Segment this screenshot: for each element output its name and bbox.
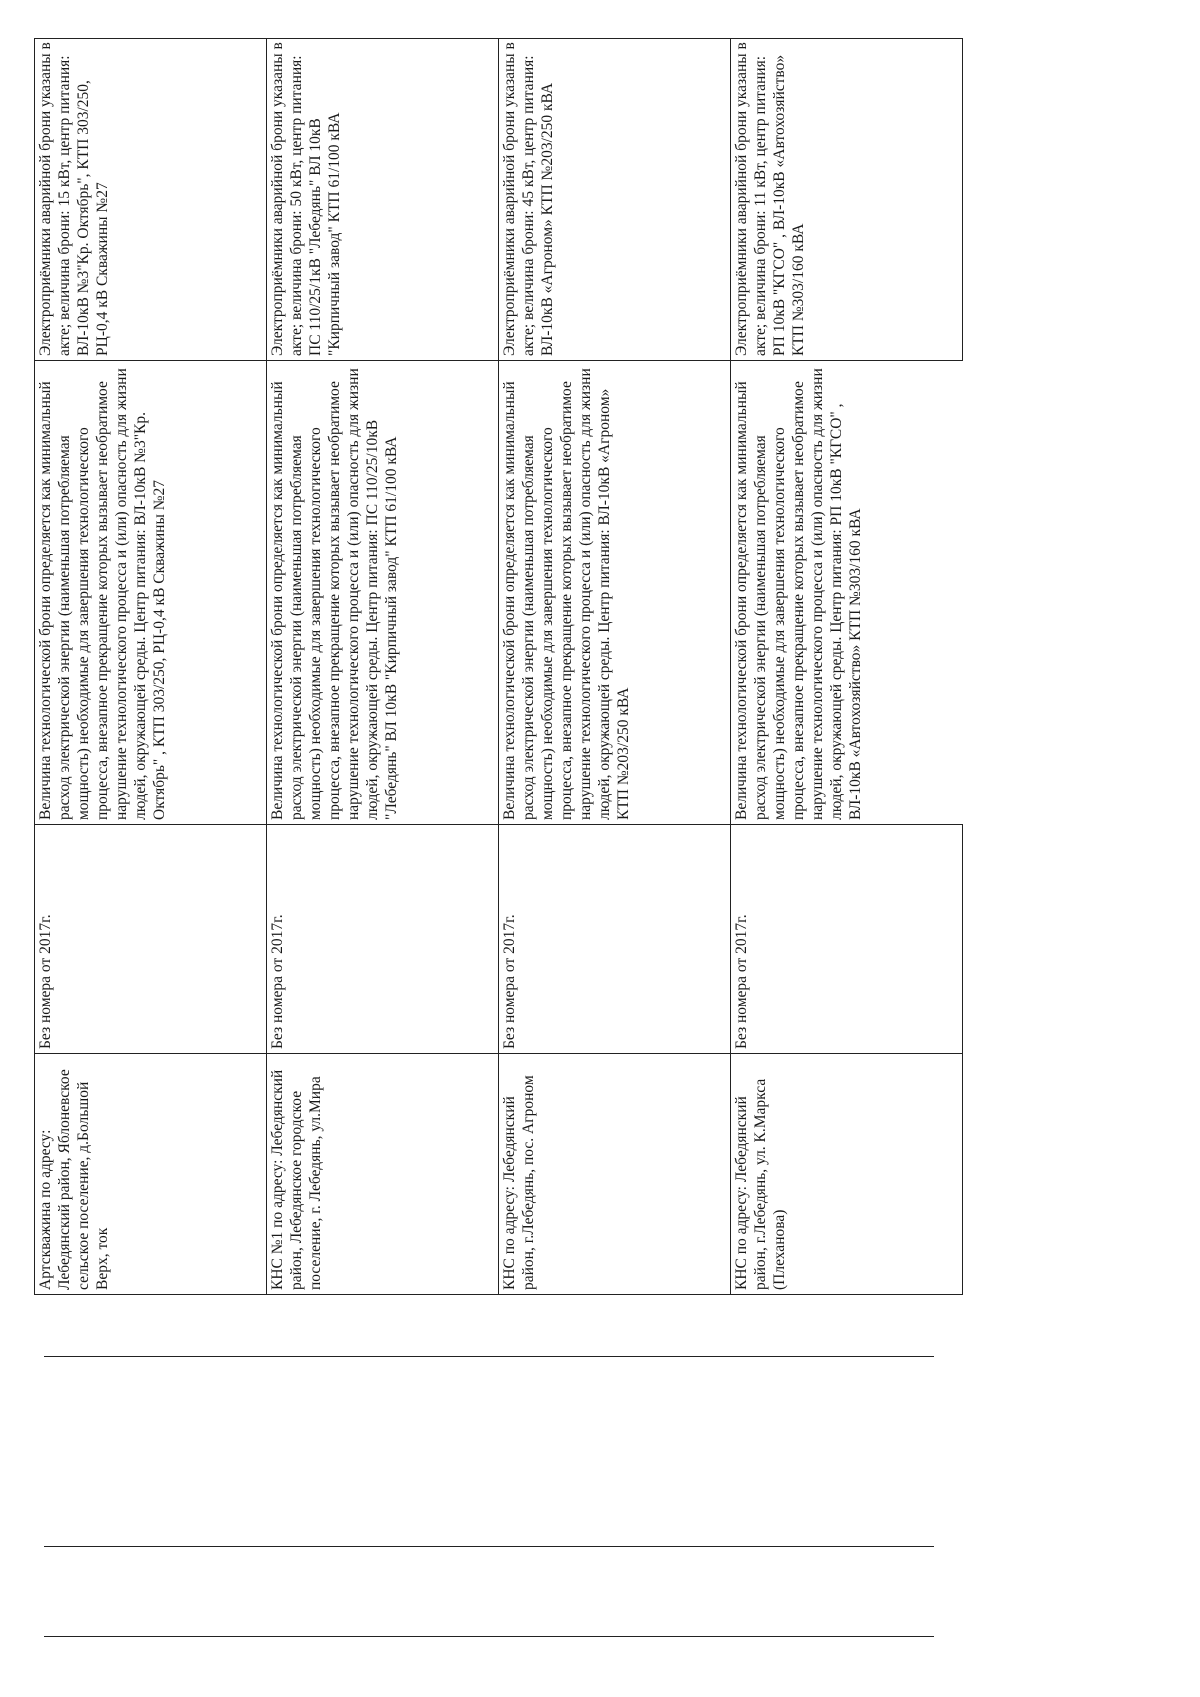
object-text: КНС по адресу: Лебедянский район, г.Лебедянь, ул. К.Маркса (Плеханова): [733, 1078, 788, 1290]
emergency-reserve-text: Электроприёмники аварийной брони указаны в акте; величина брони: 50 кВт, центр питания: ПС 110/25/1кВ "Лебедянь" ВЛ 10кВ "Кирпичный завод" КТП 61/100 кВА: [269, 42, 343, 356]
tech-reserve-cell: [731, 361, 963, 825]
emergency-reserve-text: Электроприёмники аварийной брони указаны в акте; величина брони: 11 кВт, центр питания: РП 10кВ "КГСО" , ВЛ-10кВ «Автохозяйство» КТП №303/160 кВА: [733, 42, 807, 356]
tech-reserve-text: Величина технологической брони определяется как минимальный расход электрической энергии (наименьшая потребляемая мощность) необходимые для завершения технологического процесса, внезапное прекращение которых вызывает необратимое нарушение технологического процесса и (или) опасность для жизни людей, окружающей среды. Центр питания: ВЛ-10кВ «Агроном» КТП №203/250 кВА: [501, 368, 632, 820]
document-cell: [267, 825, 499, 1054]
separator-line: [44, 1546, 934, 1547]
document-text: Без номера от 2017г.: [501, 914, 518, 1049]
table-row: [731, 39, 963, 1295]
separator-line: [44, 1356, 934, 1357]
object-text: КНС по адресу: Лебедянский район, г.Лебедянь, пос. Агроном: [501, 1075, 537, 1290]
emergency-reserve-cell: [35, 39, 267, 361]
table-row: [35, 39, 267, 1295]
document-cell: [499, 825, 731, 1054]
object-cell: [267, 1054, 499, 1295]
tech-reserve-text: Величина технологической брони определяется как минимальный расход электрической энергии (наименьшая потребляемая мощность) необходимые для завершения технологического процесса, внезапное прекращение которых вызывает необратимое нарушение технологического процесса и (или) опасность для жизни людей, окружающей среды. Центр питания: РП 10кВ "КГСО" , ВЛ-10кВ «Автохозяйство» КТП №303/160 кВА: [733, 368, 864, 820]
document-text: Без номера от 2017г.: [269, 914, 286, 1049]
reserve-table: [34, 38, 963, 1295]
emergency-reserve-text: Электроприёмники аварийной брони указаны в акте; величина брони: 15 кВт, центр питания: ВЛ-10кВ №3"Кр. Октябрь", КТП 303/250, РЦ-0,4 кВ Скважины №27: [37, 42, 111, 356]
tech-reserve-cell: [35, 361, 267, 825]
emergency-reserve-text: Электроприёмники аварийной брони указаны в акте; величина брони: 45 кВт, центр питания: ВЛ-10кВ «Агроном» КТП №203/250 кВА: [501, 42, 556, 356]
object-cell: [35, 1054, 267, 1295]
object-cell: [499, 1054, 731, 1295]
emergency-reserve-cell: [267, 39, 499, 361]
document-text: Без номера от 2017г.: [37, 914, 54, 1049]
tech-reserve-text: Величина технологической брони определяется как минимальный расход электрической энергии (наименьшая потребляемая мощность) необходимые для завершения технологического процесса, внезапное прекращение которых вызывает необратимое нарушение технологического процесса и (или) опасность для жизни людей, окружающей среды. Центр питания: ВЛ-10кВ №3"Кр. Октябрь" , КТП 303/250, РЦ-0,4 кВ Скважины №27: [37, 368, 168, 820]
tech-reserve-text: Величина технологической брони определяется как минимальный расход электрической энергии (наименьшая потребляемая мощность) необходимые для завершения технологического процесса, внезапное прекращение которых вызывает необратимое нарушение технологического процесса и (или) опасность для жизни людей, окружающей среды. Центр питания: ПС 110/25/10кВ "Лебедянь" ВЛ 10кВ "Кирпичный завод" КТП 61/100 кВА: [269, 368, 400, 820]
document-cell: [35, 825, 267, 1054]
emergency-reserve-cell: [499, 39, 731, 361]
object-cell: [731, 1054, 963, 1295]
emergency-reserve-cell: [731, 39, 963, 361]
tech-reserve-cell: [499, 361, 731, 825]
tech-reserve-cell: [267, 361, 499, 825]
table-row: [499, 39, 731, 1295]
document-cell: [731, 825, 963, 1054]
document-text: Без номера от 2017г.: [733, 914, 750, 1049]
object-text: Артскважина по адресу: Лебедянский район, Яблоневское сельское поселение, д.Большой Верх, ток: [37, 1069, 111, 1290]
separator-line: [44, 1636, 934, 1637]
table-row: [267, 39, 499, 1295]
object-text: КНС №1 по адресу: Лебедянский район, Лебедянское городское поселение, г. Лебедянь, ул.Мира: [269, 1069, 324, 1290]
